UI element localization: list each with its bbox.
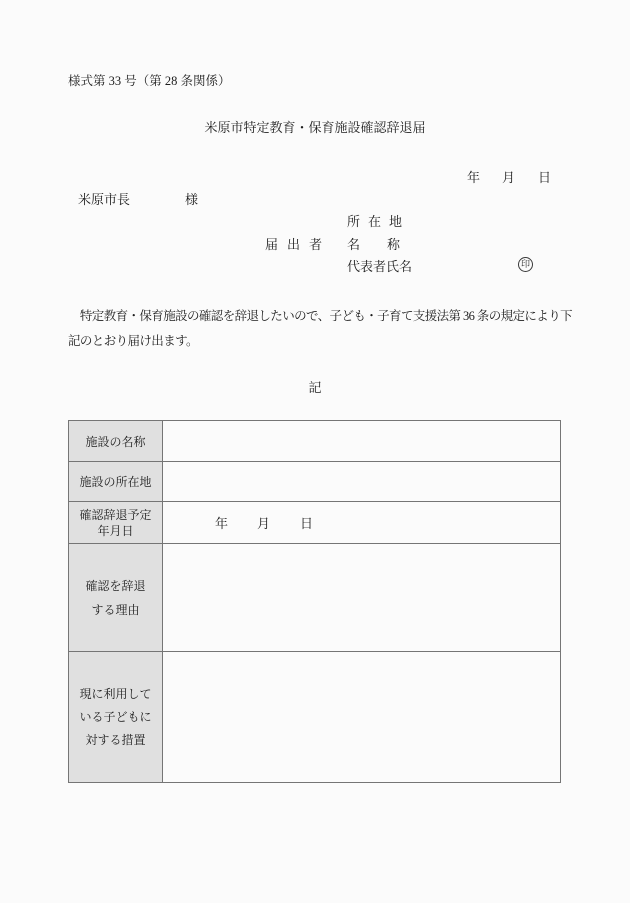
measures-for-children-value	[163, 652, 561, 783]
label-text: 確認を辞退	[85, 578, 146, 593]
seal-text: 印	[520, 259, 530, 269]
addressee-line	[78, 193, 198, 208]
date-year-label: 年	[215, 516, 229, 531]
withdrawal-date-value	[163, 502, 561, 544]
location-label: 所在地	[347, 214, 411, 229]
table-row-withdrawal-date	[69, 502, 561, 544]
date-month-label: 月	[257, 516, 271, 531]
facility-name-label	[69, 421, 163, 462]
table-row-measures-for-children	[69, 652, 561, 783]
body-paragraph	[68, 304, 573, 354]
date-day-label: 日	[538, 170, 552, 185]
body-line-1: 特定教育・保育施設の確認を辞退したいので、子ども・子育て支援法第 36 条の規定により下	[68, 309, 573, 323]
body-line-2: 記のとおり届け出ます。	[68, 334, 198, 348]
label-text: する理由	[91, 602, 140, 617]
label-text: 施設の名称	[85, 434, 146, 449]
facility-table	[68, 420, 561, 783]
date-day-label: 日	[300, 516, 314, 531]
label-text: 現に利用して	[79, 686, 152, 701]
table-row-withdrawal-reason	[69, 544, 561, 652]
label-text: 対する措置	[85, 732, 146, 747]
label-text: 確認辞退予定	[79, 507, 152, 522]
representative-label: 代表者氏名	[347, 259, 413, 274]
withdrawal-reason-label	[69, 544, 163, 652]
facility-location-value	[163, 462, 561, 502]
label-text: 施設の所在地	[79, 475, 152, 489]
label-text: いる子どもに	[79, 709, 152, 724]
table-row-facility-name	[69, 421, 561, 462]
mayor-name: 米原市長	[78, 192, 131, 207]
facility-location-label	[69, 462, 163, 502]
notifier-label: 届出者	[265, 237, 332, 252]
date-year-label: 年	[467, 170, 481, 185]
withdrawal-reason-value	[163, 544, 561, 652]
honorific-label: 様	[185, 192, 199, 207]
document-title: 米原市特定教育・保育施設確認辞退届	[204, 120, 426, 135]
measures-for-children-label	[69, 652, 163, 783]
record-heading: 記	[308, 380, 322, 395]
name-label: 名称	[347, 237, 428, 252]
withdrawal-date-label	[69, 502, 163, 544]
facility-name-value	[163, 421, 561, 462]
form-number: 様式第 33 号（第 28 条関係）	[68, 74, 231, 88]
date-line	[467, 171, 551, 186]
date-month-label: 月	[502, 170, 516, 185]
table-row-facility-location	[69, 462, 561, 502]
seal-icon	[518, 257, 533, 272]
label-text: 年月日	[97, 523, 134, 538]
